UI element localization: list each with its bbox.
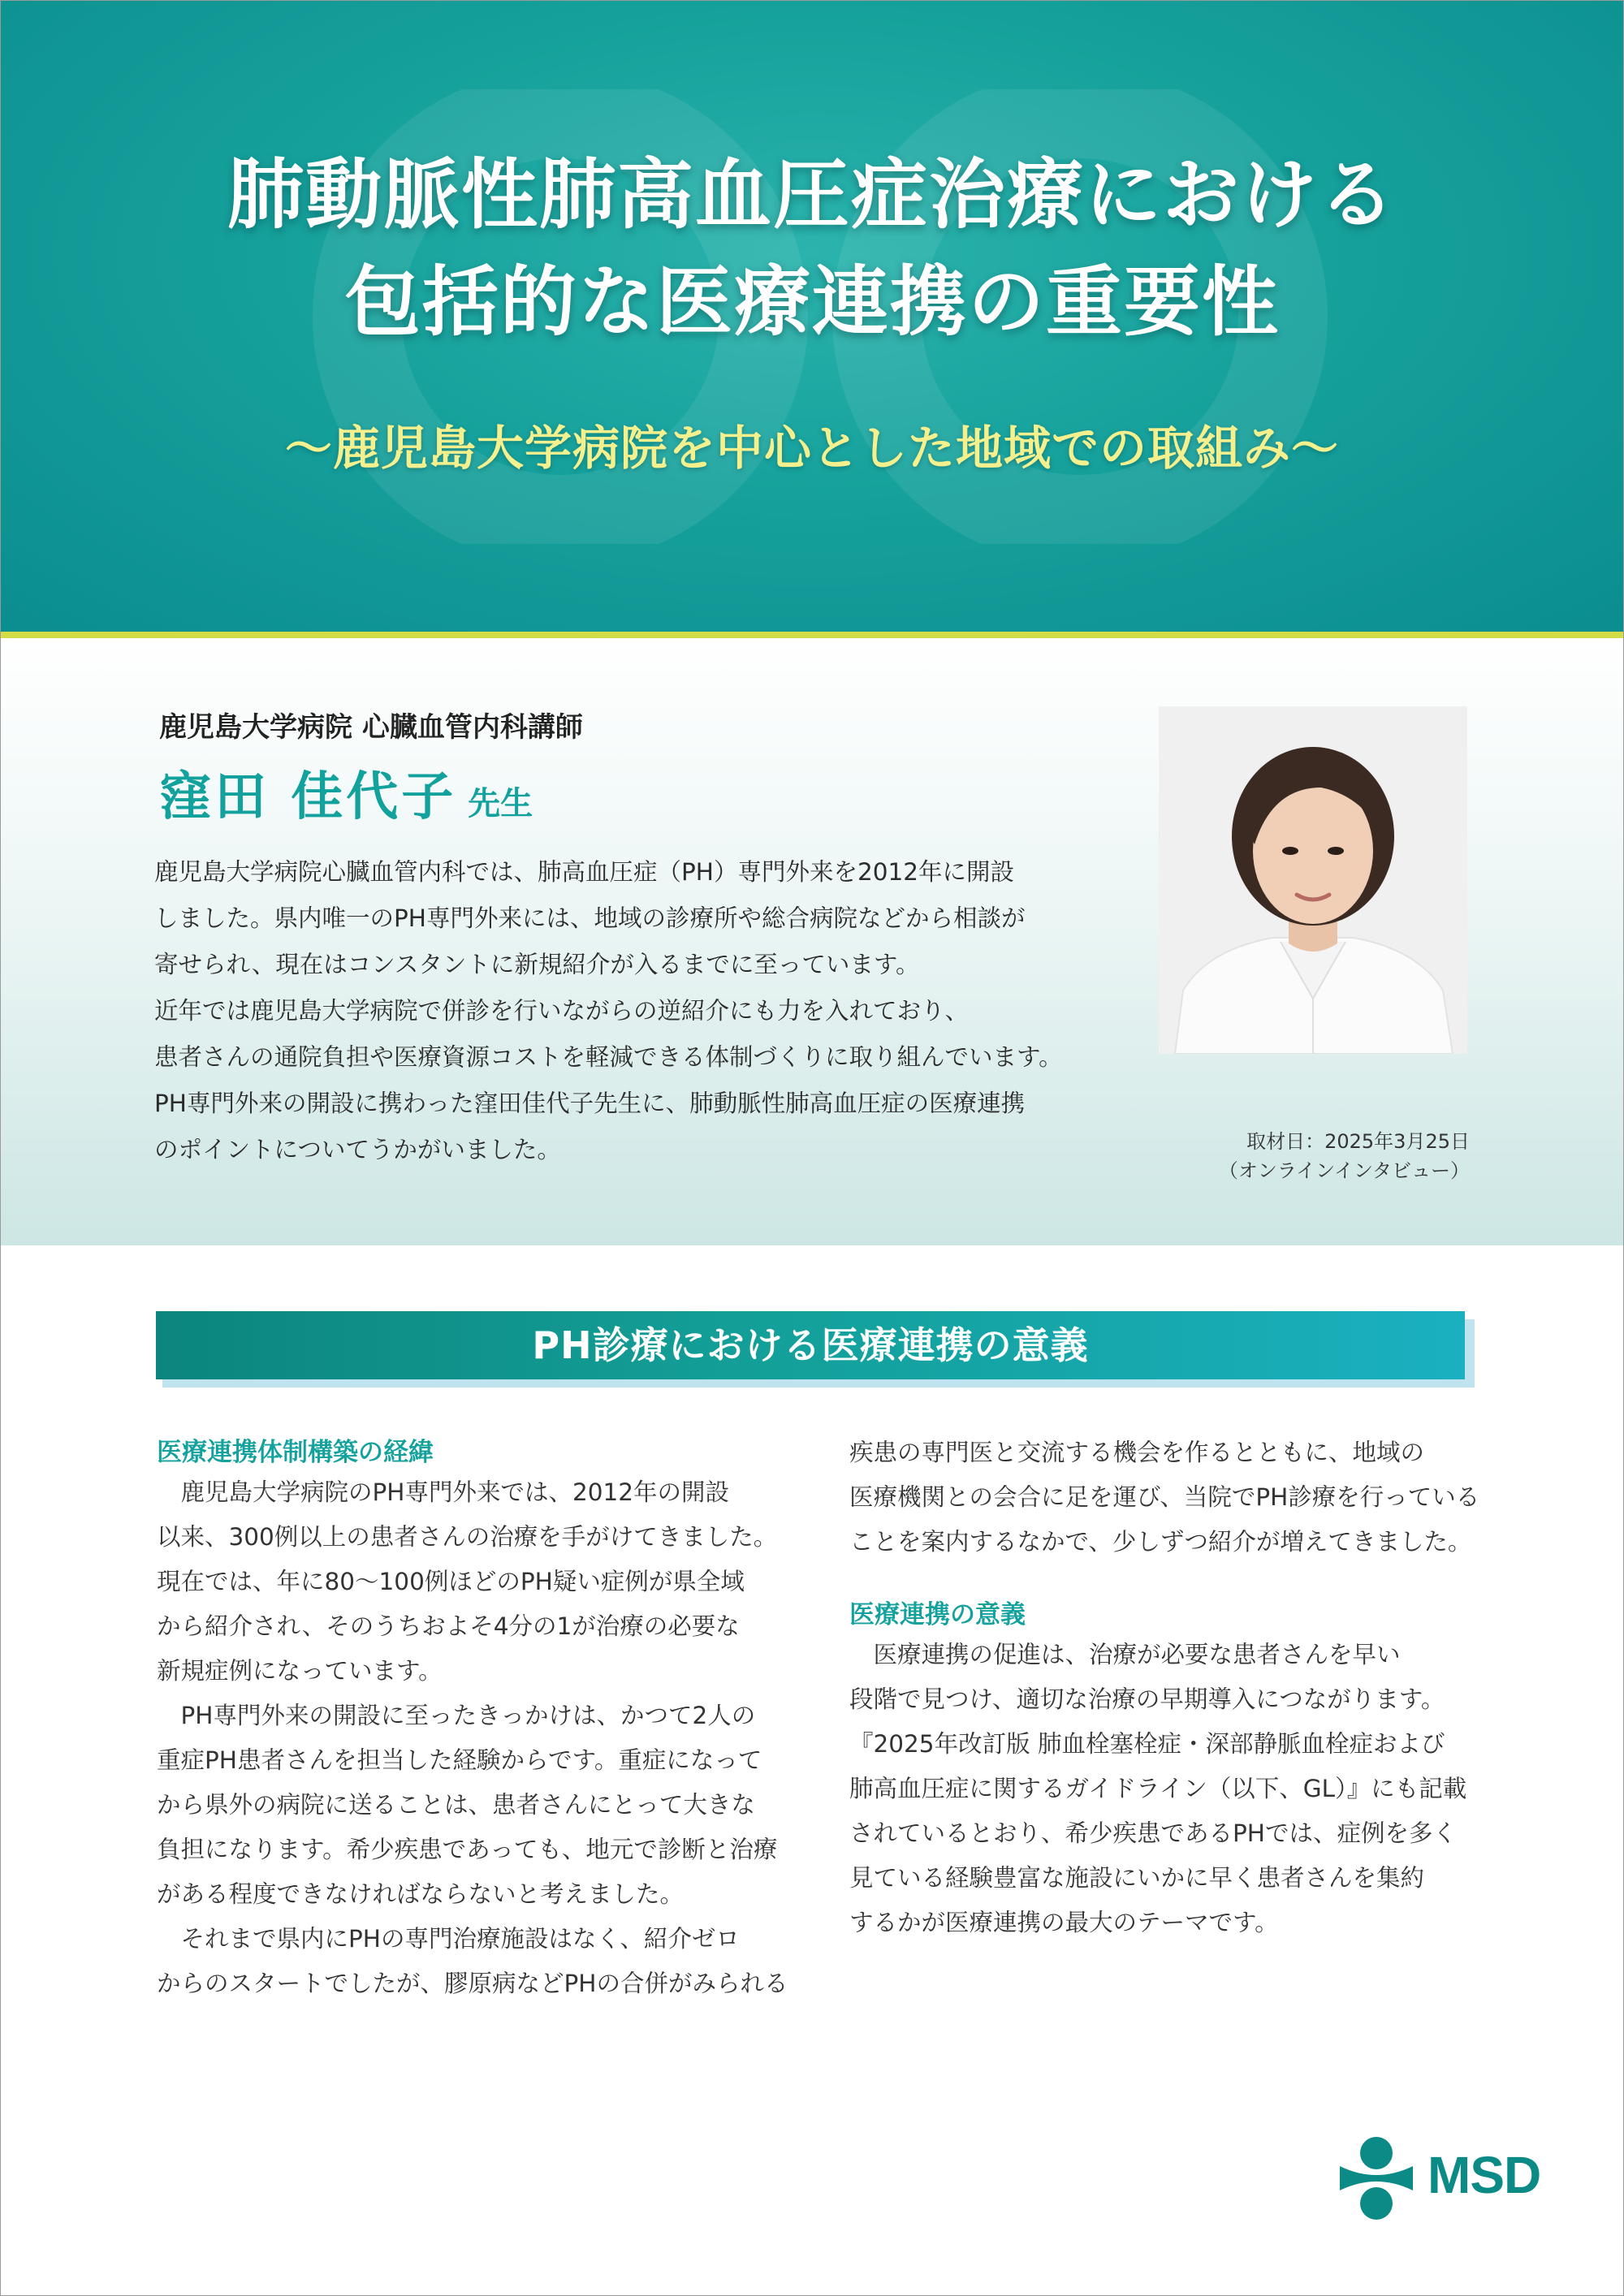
body-line: 疾患の専門医と交流する機会を作るとともに、地域の	[849, 1439, 1425, 1466]
section-heading: PH診療における医療連携の意義	[156, 1311, 1465, 1379]
interview-date: 取材日：2025年3月25日	[1246, 1130, 1470, 1153]
column-spacer	[849, 1564, 1475, 1597]
intro-line: のポイントについてうかがいました。	[154, 1136, 561, 1163]
right-column-heading: 医療連携の意義	[849, 1600, 1026, 1629]
interview-date-block	[1153, 1127, 1470, 1185]
body-line: 段階で見つけ、適切な治療の早期導入につながります。	[849, 1685, 1445, 1713]
page-title	[0, 142, 1624, 356]
intro-line: 鹿児島大学病院心臓血管内科では、肺高血圧症（PH）専門外来を2012年に開設	[154, 858, 1015, 886]
body-line: 以来、300例以上の患者さんの治療を手がけてきました。	[157, 1523, 778, 1551]
right-column	[849, 1431, 1480, 1945]
page-subtitle: 〜鹿児島大学病院を中心とした地域での取組み〜	[284, 421, 1339, 476]
body-line: 重症PH患者さんを担当した経験からです。重症になって	[157, 1746, 762, 1774]
msd-logo	[1332, 2134, 1543, 2223]
title-line-1: 肺動脈性肺高血圧症治療における	[227, 151, 1397, 240]
body-line: するかが医療連携の最大のテーマです。	[849, 1909, 1279, 1936]
body-line: 新規症例になっています。	[157, 1657, 443, 1685]
doctor-affiliation: 鹿児島大学病院 心臓血管内科講師	[159, 711, 583, 744]
body-line: それまで県内にPHの専門治療施設はなく、紹介ゼロ	[157, 1925, 740, 1953]
interview-type: （オンラインインタビュー）	[1218, 1159, 1470, 1182]
body-line: がある程度できなければならないと考えました。	[157, 1880, 685, 1908]
body-line: 『2025年改訂版 肺血栓塞栓症・深部静脈血栓症および	[849, 1730, 1445, 1758]
body-line: 肺高血圧症に関するガイドライン（以下、GL）』にも記載	[849, 1775, 1467, 1802]
body-line: 医療連携の促進は、治療が必要な患者さんを早い	[849, 1641, 1401, 1668]
left-column-heading: 医療連携体制構築の経緯	[157, 1438, 434, 1467]
doctor-honorific: 先生	[468, 785, 533, 822]
body-line: PH専門外来の開設に至ったきっかけは、かつて2人の	[157, 1702, 756, 1729]
intro-line: PH専門外来の開設に携わった窪田佳代子先生に、肺動脈性肺高血圧症の医療連携	[154, 1090, 1026, 1117]
body-line: から紹介され、そのうちおよそ4分の1が治療の必要な	[157, 1612, 740, 1640]
body-line: からのスタートでしたが、膠原病などPHの合併がみられる	[157, 1970, 788, 1997]
doctor-name: 窪田 佳代子	[159, 767, 457, 827]
body-line: 見ている経験豊富な施設にいかに早く患者さんを集約	[849, 1864, 1425, 1892]
doctor-portrait	[1159, 706, 1467, 1054]
intro-line: 寄せられ、現在はコンスタントに新規紹介が入るまでに至っています。	[154, 951, 920, 978]
body-line: ことを案内するなかで、少しずつ紹介が増えてきました。	[849, 1528, 1472, 1556]
title-line-2: 包括的な医療連携の重要性	[343, 258, 1280, 347]
msd-logo-icon	[1332, 2134, 1421, 2223]
intro-line: しました。県内唯一のPH専門外来には、地域の診療所や総合病院などから相談が	[154, 904, 1026, 932]
left-column	[157, 1435, 788, 2006]
msd-logo-text: MSD	[1427, 2146, 1541, 2204]
intro-line: 近年では鹿児島大学病院で併診を行いながらの逆紹介にも力を入れており、	[154, 997, 970, 1025]
doctor-portrait-illustration	[1159, 706, 1467, 1054]
intro-line: 患者さんの通院負担や医療資源コストを軽減できる体制づくりに取り組んでいます。	[154, 1043, 1063, 1071]
intro-text	[154, 849, 1072, 1173]
doctor-name-line	[159, 755, 533, 830]
body-line: されているとおり、希少疾患であるPHでは、症例を多く	[849, 1819, 1457, 1847]
body-line: 現在では、年に80〜100例ほどのPH疑い症例が県全域	[157, 1568, 745, 1595]
body-line: 負担になります。希少疾患であっても、地元で診断と治療	[157, 1836, 778, 1863]
body-line: から県外の病院に送ることは、患者さんにとって大きな	[157, 1791, 755, 1819]
body-line: 医療機関との会合に足を運び、当院でPH診療を行っている	[849, 1483, 1480, 1511]
body-line: 鹿児島大学病院のPH専門外来では、2012年の開設	[157, 1478, 730, 1506]
header-accent-line	[0, 632, 1624, 638]
header-banner	[0, 0, 1624, 632]
